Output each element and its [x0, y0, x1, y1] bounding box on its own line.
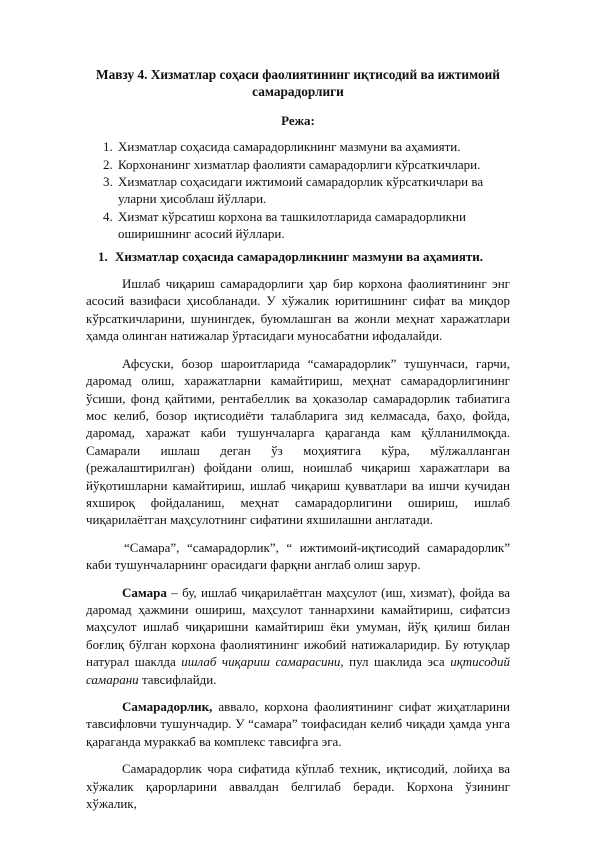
section-number: 1. — [98, 248, 108, 264]
plan-item: 2. Корхонанинг хизматлар фаолияти самарадорлиги кўрсаткичлари. — [116, 156, 510, 173]
plan-list — [86, 138, 510, 242]
paragraph-market-conditions: Афсуски, бозор шароитларида “самарадорлик” тушунчаси, гарчи, даромад олиш, харажатларни камайтириш, меҳнат самарадорлигининг ўсиши, фонд қайтими, рентабеллик ва ҳоказолар самарадорлик табиатига мос келиб, бозор иқтисодиёти талабларига зид келмасада, баҳо, фойда, даромад, харажат каби тушунчаларга қараганда кам қўлланилмоқда. Самарали ишлаш деган ўз моҳиятига кўра, мўлжалланган (режалаштирилган) фойдани олиш, ноишлаб чиқариш харажатлари ва йўқотишларни камайтириш, ишлаб чиқариш қувватлари ва ишчи кучидан яхшироқ фойдаланиш, меҳнат самарадорлигини ошириш, ишлаб чиқарилаётган маҳсулотнинг сифатини яхшилашни англатади. — [86, 355, 510, 528]
paragraph-samaradorlik-definition — [86, 698, 510, 750]
plan-item: 4. Хизмат кўрсатиш корхона ва ташкилотларида самарадорликни оширишнинг асосий йўллари. — [116, 208, 510, 243]
term-samaradorlik: Самарадорлик, — [122, 699, 213, 714]
paragraph-text: аввало, корхона фаолиятининг сифат жиҳатларини тавсифловчи тушунчадир. У “самара” тоифасидан келиб чиқади ҳамда унга қараганда мураккаб ва комплекс тавсифга эга. — [86, 699, 510, 749]
italic-term: иқтисодий самарани — [86, 654, 511, 687]
section-title: Хизматлар соҳасида самарадорликнинг мазмуни ва аҳамияти. — [115, 248, 484, 264]
paragraph-text: тавсифлайди. — [138, 671, 217, 687]
plan-item: 3. Хизматлар соҳасидаги ижтимоий самарадорлик кўрсаткичлари ва уларни ҳисоблаш йўллари. — [116, 173, 510, 208]
paragraph-text: – бу, ишлаб чиқарилаётган маҳсулот (иш, хизмат), фойда ва даромад ҳажмини ошириш, маҳсулот таннархини камайтириш, сифатсиз маҳсулот ишлаб чиқаришни камайтириш ёки умуман, йўқ қилиш билан боғлиқ бўлган корхона фаолиятининг ижобий натижаларидир. Бу ютуқлар натурал шаклда — [86, 584, 510, 670]
section-heading — [98, 248, 510, 265]
paragraph-efficiency-intro: Ишлаб чиқариш самарадорлиги ҳар бир корхона фаолиятининг энг асосий вазифаси ҳисобланади. У хўжалик юритишнинг сифат ва миқдор кўрсаткичларини, шунингдек, буюмлашган ва жонли меҳнат харажатлари ҳамда олинган натижалар ўртасидаги муносабатни ифодалайди. — [86, 276, 510, 344]
plan-heading: Режа: — [281, 112, 315, 128]
plan-item: 1. Хизматлар соҳасида самарадорликнинг мазмуни ва аҳамияти. — [116, 138, 510, 155]
term-samara: Самара — [122, 584, 167, 600]
paragraph-concepts-difference: “Самара”, “самарадорлик”, “ ижтимоий-иқтисодий самарадорлик” каби тушунчаларнинг орасидаги фарқни англаб олиш зарур. — [86, 539, 510, 573]
paragraph-text: , пул шаклида эса — [340, 654, 451, 670]
italic-term: ишлаб чиқариш самарасини — [181, 654, 341, 670]
page-title: Мавзу 4. Хизматлар соҳаси фаолиятининг иқтисодий ва ижтимоий самарадорлиги — [96, 67, 500, 100]
paragraph-samara-definition — [86, 584, 510, 688]
paragraph-decisions: Самарадорлик чора сифатида кўплаб техник, иқтисодий, лойиҳа ва хўжалик қарорларини аввалдан белгилаб беради. Корхона ўзининг хўжалик, — [86, 761, 510, 812]
